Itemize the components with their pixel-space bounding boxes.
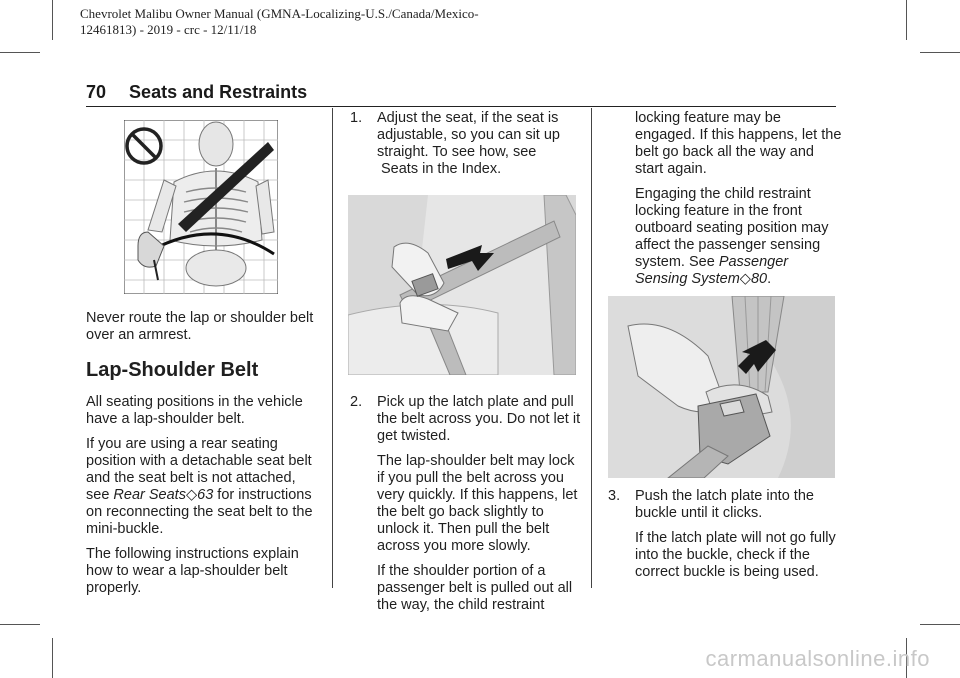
- meta-line: 12461813) - 2019 - crc - 12/11/18: [80, 22, 257, 37]
- buckle-insert-illustration: [608, 296, 835, 478]
- column-divider: [332, 108, 333, 588]
- crop-mark: [920, 52, 960, 53]
- section-header: [86, 82, 836, 107]
- subsection-heading: Lap-Shoulder Belt: [86, 359, 259, 381]
- paragraph: [86, 436, 321, 538]
- step-text: Pick up the latch plate and pull the belt across you. Do not let it get twisted.: [377, 394, 581, 444]
- crop-mark: [0, 624, 40, 625]
- paragraph: If the latch plate will not go fully into the buckle, check if the correct buckle is being used.: [635, 530, 836, 580]
- cross-reference-link[interactable]: Seats in the Index.: [381, 161, 502, 177]
- paragraph: If the shoulder portion of a passenger belt is pulled out all the way, the child restraint: [377, 563, 573, 613]
- step-number: 1.: [350, 110, 363, 126]
- column-1: [86, 310, 321, 605]
- text-run: .: [767, 271, 772, 287]
- section-title: Seats and Restraints: [129, 82, 308, 102]
- latch-plate-pull-illustration: [348, 195, 576, 375]
- crop-mark: [906, 0, 907, 40]
- page-ref-arrow-icon: ◇: [185, 487, 198, 503]
- paragraph: All seating positions in the vehicle have a lap-shoulder belt.: [86, 394, 303, 427]
- page-ref-number[interactable]: 80: [750, 271, 768, 287]
- no-symbol-skeleton-belt-illustration: [124, 120, 278, 294]
- paragraph: locking feature may be engaged. If this happens, let the belt go back all the way and start again.: [635, 110, 842, 177]
- paragraph: The lap-shoulder belt may lock if you pull the belt across you very quickly. If this happens, let the belt go back slightly to unlock it. Then pull the belt across you more slowly.: [377, 453, 578, 554]
- meta-line: Chevrolet Malibu Owner Manual (GMNA-Localizing-U.S./Canada/Mexico-: [80, 6, 479, 21]
- step-3: [608, 488, 843, 522]
- text-run: for instructions on reconnecting the seat belt to the mini-buckle.: [86, 487, 313, 537]
- text-run: Engaging the child restraint locking feature in the front outboard seating position may affect the passenger sensing system. See: [635, 186, 829, 270]
- document-meta: [80, 6, 600, 38]
- page-ref-arrow-icon: ◇: [739, 271, 751, 287]
- illustration-caption: Never route the lap or shoulder belt over an armrest.: [86, 310, 314, 343]
- cross-reference-link[interactable]: Rear Seats: [113, 487, 186, 503]
- text-run: If you are using a rear seating position with a detachable seat belt and the seat belt is not attached, see: [86, 436, 312, 503]
- step-1: [350, 110, 585, 178]
- step-text: Push the latch plate into the buckle until it clicks.: [635, 488, 814, 521]
- crop-mark: [52, 0, 53, 40]
- page-number: 70: [86, 82, 107, 102]
- crop-mark: [52, 638, 53, 678]
- cross-reference-link[interactable]: Passenger Sensing System: [635, 254, 789, 287]
- column-divider: [591, 108, 592, 588]
- paragraph: [635, 186, 843, 288]
- text-run: Adjust the seat, if the seat is adjustable, so you can sit up straight. To see how, see: [377, 110, 560, 160]
- step-number: 2.: [350, 394, 363, 410]
- step-number: 3.: [608, 488, 621, 504]
- page-ref-number[interactable]: 63: [197, 487, 214, 503]
- paragraph: The following instructions explain how to wear a lap-shoulder belt properly.: [86, 546, 299, 596]
- step-2: [350, 394, 585, 445]
- crop-mark: [920, 624, 960, 625]
- step-text: [377, 110, 585, 178]
- watermark-text: carmanualsonline.info: [705, 646, 930, 671]
- crop-mark: [0, 52, 40, 53]
